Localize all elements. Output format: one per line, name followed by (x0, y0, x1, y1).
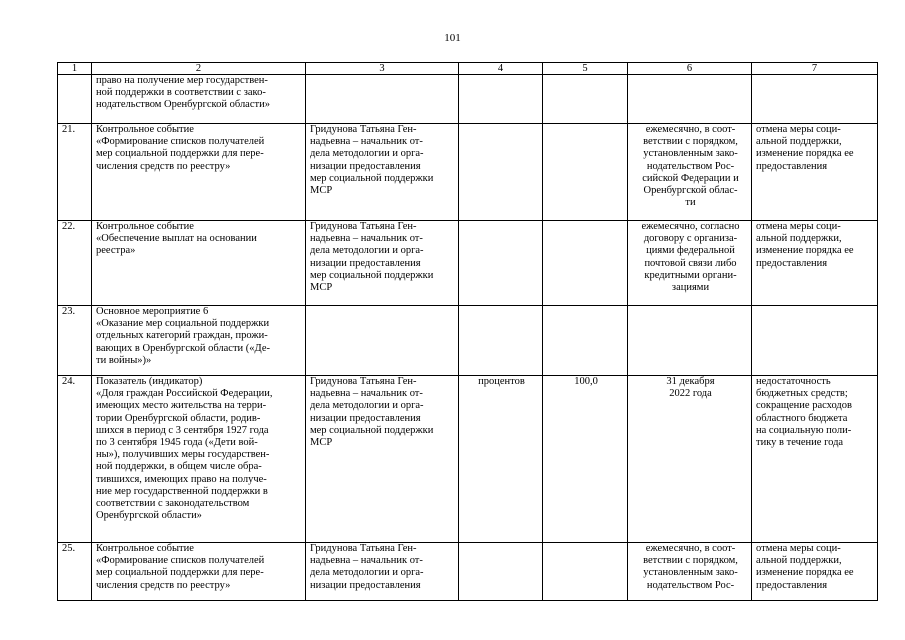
row-number: 23. (58, 306, 92, 376)
target-value (543, 124, 628, 221)
target-value (543, 306, 628, 376)
row-number: 22. (58, 221, 92, 306)
responsible-person (306, 75, 459, 124)
table-row (58, 376, 878, 543)
deadline (628, 221, 752, 306)
cell-text-line: дела методологии и орга- (310, 400, 424, 412)
row-number: 25. (58, 543, 92, 601)
cell-text-line: сокращение расходов (756, 400, 852, 412)
cell-text-line: Гридунова Татьяна Ген- (310, 124, 417, 135)
cell-text-line: Контрольное событие (96, 543, 194, 554)
risks (752, 221, 878, 306)
event-description (92, 221, 306, 306)
cell-text-line: предоставления (756, 160, 828, 172)
cell-text-line: «Формирование списков получателей (96, 136, 265, 148)
cell-text-line: Контрольное событие (96, 221, 194, 232)
cell-text-line: дела методологии и орга- (310, 567, 424, 579)
cell-text-line: нодательством Рос- (646, 160, 735, 172)
risks (752, 376, 878, 543)
cell-text-line: мер социальной поддержки для пере- (96, 148, 264, 160)
responsible-person (306, 124, 459, 221)
cell-text-line: изменение порядка ее (756, 567, 854, 579)
cell-text-line: мер социальной поддержки для пере- (96, 567, 264, 579)
cell-text-line: Оренбургской облас- (643, 185, 738, 197)
cell-text-line: надьевна – начальник от- (310, 555, 423, 567)
cell-text-line: ветствии с порядком, (643, 136, 738, 148)
cell-text-line: установленным зако- (643, 148, 738, 160)
cell-text-line: МСР (310, 437, 333, 449)
cell-text-line: нодательством Оренбургской области» (96, 99, 270, 111)
cell-text-line: сийской Федерации и (642, 172, 739, 184)
cell-text-line: шихся в период с 3 сентября 1927 года (96, 424, 269, 436)
cell-text-line: 2022 года (669, 388, 712, 400)
table-row (58, 306, 878, 376)
plan-table (57, 62, 878, 601)
cell-text-line: мер социальной поддержки (310, 269, 434, 281)
event-description (92, 75, 306, 124)
cell-text-line: дела методологии и орга- (310, 245, 424, 257)
column-header: 6 (628, 63, 752, 75)
column-header: 1 (58, 63, 92, 75)
cell-text-line: право на получение мер государствен- (96, 75, 268, 86)
cell-text-line: недостаточность (756, 376, 831, 387)
risks (752, 543, 878, 601)
column-header: 5 (543, 63, 628, 75)
cell-text-line: изменение порядка ее (756, 245, 854, 257)
cell-text-line: областного бюджета (756, 412, 848, 424)
cell-text-line: ной поддержки в соответствии с зако- (96, 87, 266, 99)
cell-text-line: изменение порядка ее (756, 148, 854, 160)
cell-text-line: отдельных категорий граждан, прожи- (96, 330, 268, 342)
cell-text-line: Гридунова Татьяна Ген- (310, 376, 417, 387)
cell-text-line: ветствии с порядком, (643, 555, 738, 567)
cell-text-line: низации предоставления (310, 257, 421, 269)
cell-text-line: тившихся, имеющих право на получе- (96, 473, 267, 485)
cell-text-line: процентов (478, 376, 525, 387)
cell-text-line: реестра» (96, 245, 136, 257)
unit-of-measure (459, 376, 543, 543)
cell-text-line: Оренбургской области» (96, 510, 202, 522)
cell-text-line: 31 декабря (666, 376, 715, 387)
row-number (58, 75, 92, 124)
cell-text-line: «Доля граждан Российской Федерации, (96, 388, 273, 400)
row-number: 24. (58, 376, 92, 543)
cell-text-line: Гридунова Татьяна Ген- (310, 221, 417, 232)
cell-text-line: МСР (310, 185, 333, 197)
cell-text-line: дела методологии и орга- (310, 148, 424, 160)
risks (752, 124, 878, 221)
cell-text-line: надьевна – начальник от- (310, 136, 423, 148)
cell-text-line: кредитными органи- (644, 269, 737, 281)
responsible-person (306, 221, 459, 306)
table-row (58, 221, 878, 306)
event-description (92, 543, 306, 601)
cell-text-line: имеющих место жительства на терри- (96, 400, 267, 412)
deadline (628, 124, 752, 221)
column-header: 4 (459, 63, 543, 75)
target-value (543, 376, 628, 543)
cell-text-line: отмена меры соци- (756, 124, 841, 135)
unit-of-measure (459, 75, 543, 124)
cell-text-line: мер социальной поддержки (310, 424, 434, 436)
cell-text-line: ежемесячно, в соот- (645, 124, 736, 135)
cell-text-line: предоставления (756, 579, 828, 591)
header-row (58, 63, 878, 75)
cell-text-line: альной поддержки, (756, 233, 842, 245)
cell-text-line: низации предоставления (310, 412, 421, 424)
cell-text-line: по 3 сентября 1945 года («Дети вой- (96, 437, 258, 449)
target-value (543, 221, 628, 306)
cell-text-line: почтовой связи либо (644, 257, 737, 269)
cell-text-line: числения средств по реестру» (96, 579, 231, 591)
cell-text-line: ежемесячно, согласно (641, 221, 740, 232)
cell-text-line: Основное мероприятие 6 (96, 306, 209, 317)
cell-text-line: бюджетных средств; (756, 388, 848, 400)
deadline (628, 376, 752, 543)
cell-text-line: ние мер государственной поддержки в (96, 485, 268, 497)
event-description (92, 124, 306, 221)
cell-text-line: 100,0 (574, 376, 598, 387)
deadline (628, 543, 752, 601)
unit-of-measure (459, 221, 543, 306)
cell-text-line: альной поддержки, (756, 555, 842, 567)
cell-text-line: предоставления (756, 257, 828, 269)
cell-text-line: ны»), получивших меры государствен- (96, 449, 270, 461)
unit-of-measure (459, 543, 543, 601)
page-number: 101 (444, 32, 461, 44)
cell-text-line: циями федеральной (646, 245, 735, 257)
row-number: 21. (58, 124, 92, 221)
target-value (543, 75, 628, 124)
risks (752, 75, 878, 124)
cell-text-line: МСР (310, 282, 333, 294)
cell-text-line: «Оказание мер социальной поддержки (96, 318, 270, 330)
target-value (543, 543, 628, 601)
cell-text-line: «Обеспечение выплат на основании (96, 233, 257, 245)
event-description (92, 376, 306, 543)
cell-text-line: отмена меры соци- (756, 543, 841, 554)
cell-text-line: Показатель (индикатор) (96, 376, 203, 387)
cell-text-line: зациями (671, 282, 710, 294)
table-row (58, 75, 878, 124)
cell-text-line: Гридунова Татьяна Ген- (310, 543, 417, 554)
cell-text-line: числения средств по реестру» (96, 160, 231, 172)
responsible-person (306, 543, 459, 601)
cell-text-line: Контрольное событие (96, 124, 194, 135)
cell-text-line: низации предоставления (310, 160, 421, 172)
cell-text-line: ти (685, 197, 696, 209)
column-header: 7 (752, 63, 878, 75)
cell-text-line: ти войны»)» (96, 354, 152, 366)
risks (752, 306, 878, 376)
cell-text-line: надьевна – начальник от- (310, 233, 423, 245)
column-header: 2 (92, 63, 306, 75)
cell-text-line: вающих в Оренбургской области («Де- (96, 342, 270, 354)
table-row (58, 543, 878, 601)
cell-text-line: альной поддержки, (756, 136, 842, 148)
deadline (628, 306, 752, 376)
cell-text-line: «Формирование списков получателей (96, 555, 265, 567)
cell-text-line: отмена меры соци- (756, 221, 841, 232)
cell-text-line: мер социальной поддержки (310, 172, 434, 184)
cell-text-line: тории Оренбургской области, родив- (96, 412, 261, 424)
event-description (92, 306, 306, 376)
responsible-person (306, 376, 459, 543)
column-header: 3 (306, 63, 459, 75)
unit-of-measure (459, 306, 543, 376)
cell-text-line: договору с организа- (643, 233, 738, 245)
responsible-person (306, 306, 459, 376)
cell-text-line: соответствии с законодательством (96, 498, 250, 510)
unit-of-measure (459, 124, 543, 221)
table-row (58, 124, 878, 221)
cell-text-line: нодательством Рос- (646, 579, 735, 591)
cell-text-line: низации предоставления (310, 579, 421, 591)
cell-text-line: на социальную поли- (756, 424, 852, 436)
cell-text-line: надьевна – начальник от- (310, 388, 423, 400)
cell-text-line: ной поддержки, в общем числе обра- (96, 461, 262, 473)
deadline (628, 75, 752, 124)
cell-text-line: тику в течение года (756, 437, 844, 449)
cell-text-line: установленным зако- (643, 567, 738, 579)
cell-text-line: ежемесячно, в соот- (645, 543, 736, 554)
